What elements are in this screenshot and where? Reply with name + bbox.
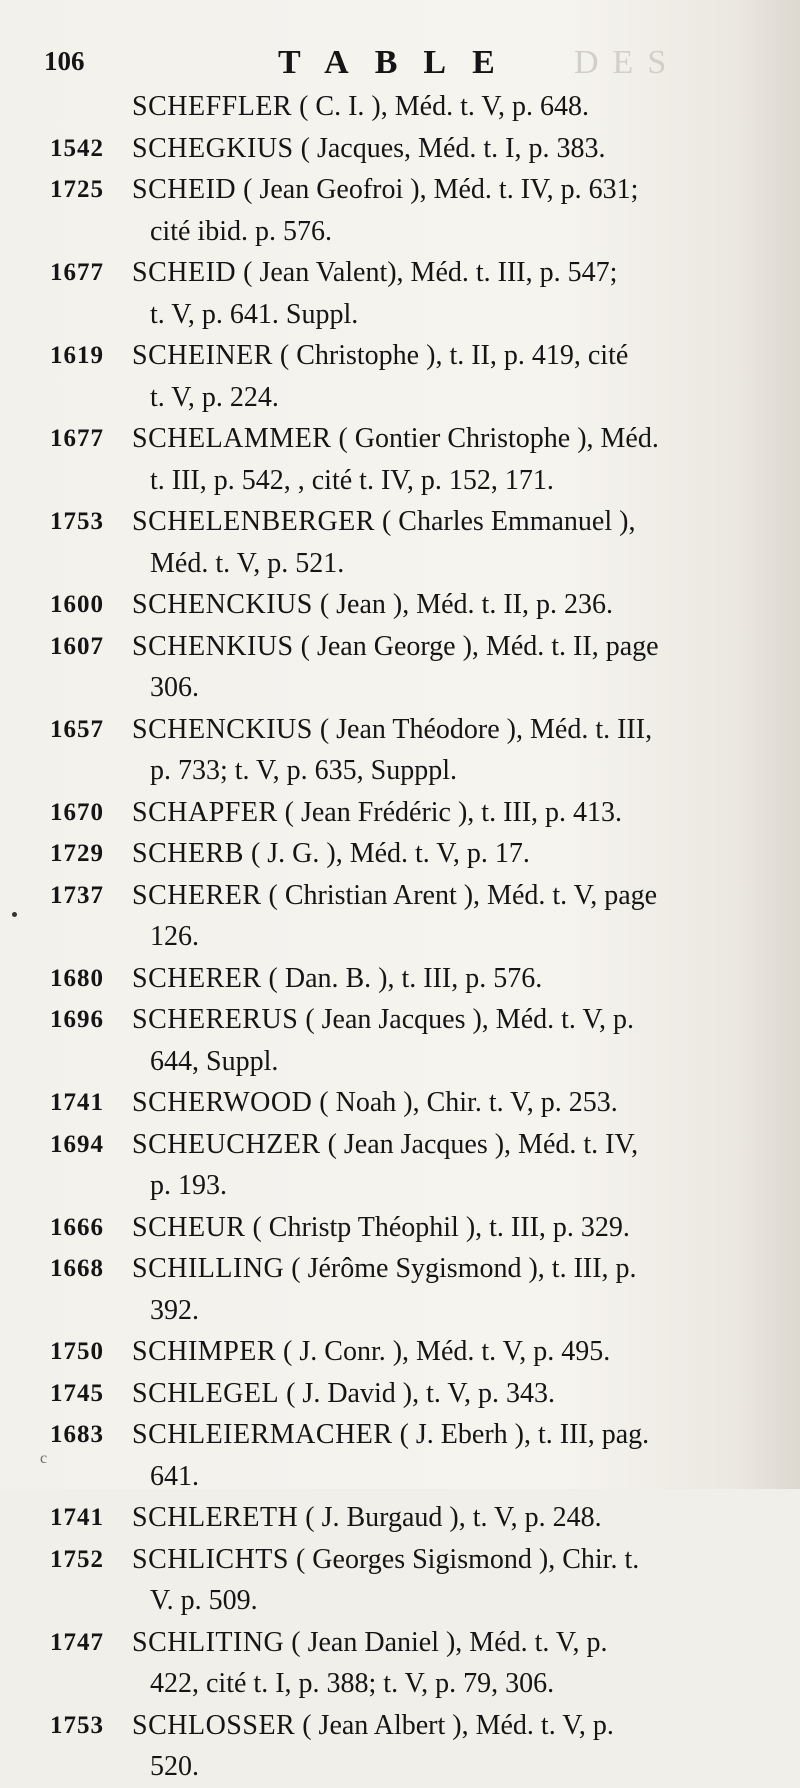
entry-continuation-line: [0, 1165, 800, 1207]
entry-text: [132, 1497, 602, 1539]
entry-details: ( J. Conr. ), Méd. t. V, p. 495.: [276, 1336, 611, 1367]
entry-surname: SCHERERUS: [132, 1004, 299, 1035]
entry-text: [132, 1331, 610, 1373]
entry-year: 1741: [50, 1504, 104, 1531]
entry-details: ( J. Eberh ), t. III, pag.: [392, 1419, 650, 1450]
entry-surname: SCHENKIUS: [132, 630, 294, 662]
index-entry: [0, 833, 800, 875]
entry-line: [0, 999, 800, 1041]
entry-year: 1683: [50, 1421, 104, 1448]
entry-text: [132, 1622, 608, 1664]
entry-details: ( Jean Valent), Méd. t. III, p. 547;: [236, 257, 618, 288]
entry-year: 1752: [50, 1545, 104, 1573]
entry-details: ( Jean George ), Méd. t. II, page: [293, 630, 659, 662]
entry-surname: SCHILLING: [132, 1253, 285, 1284]
entry-line: [0, 418, 800, 460]
entry-line: [0, 1497, 800, 1539]
entry-continuation: 520.: [150, 1751, 199, 1782]
index-entry: [0, 1497, 800, 1539]
entry-surname: SCHLEIERMACHER: [132, 1419, 393, 1450]
entry-continuation-line: [0, 1746, 800, 1788]
index-entry: [0, 1539, 800, 1622]
index-entry: [0, 128, 800, 170]
entry-year: 1753: [50, 508, 104, 535]
entry-text: [132, 1705, 614, 1747]
entry-details: ( Jean Albert ), Méd. t. V, p.: [295, 1709, 614, 1741]
index-entry: [0, 1414, 800, 1497]
entry-text: [132, 958, 542, 1000]
entry-line: [0, 1248, 800, 1290]
entry-line: [0, 335, 800, 377]
entry-text: [132, 1373, 555, 1415]
index-entries: [0, 86, 800, 1788]
index-entry: [0, 169, 800, 252]
entry-line: [0, 501, 800, 543]
entry-details: ( Jacques, Méd. t. I, p. 383.: [293, 132, 606, 164]
entry-continuation-line: [0, 211, 800, 253]
entry-continuation-line: [0, 294, 800, 336]
entry-line: [0, 252, 800, 294]
entry-year: 1677: [50, 259, 104, 286]
entry-details: ( Jérôme Sygismond ), t. III, p.: [284, 1253, 637, 1284]
entry-surname: SCHLICHTS: [132, 1543, 289, 1575]
entry-continuation-line: [0, 1290, 800, 1332]
entry-surname: SCHEID: [132, 257, 237, 288]
entry-surname: SCHENCKIUS: [132, 589, 313, 620]
entry-line: [0, 875, 800, 917]
entry-surname: SCHENCKIUS: [132, 713, 313, 745]
index-entry: [0, 792, 800, 834]
entry-details: ( Dan. B. ), t. III, p. 576.: [261, 962, 543, 994]
entry-details: ( Charles Emmanuel ),: [374, 506, 636, 537]
entry-text: [132, 169, 638, 211]
entry-text: [132, 1082, 618, 1124]
bleed-through-text: DES: [574, 44, 681, 81]
entry-text: [132, 501, 635, 543]
entry-continuation: t. III, p. 542, , cité t. IV, p. 152, 171.: [150, 464, 554, 496]
index-entry: [0, 875, 800, 958]
entry-year: 1725: [50, 176, 104, 203]
entry-continuation: t. V, p. 641. Suppl.: [150, 298, 359, 330]
entry-year: 1670: [50, 798, 104, 826]
page-number: 106: [44, 46, 85, 76]
entry-details: ( Christian Arent ), Méd. t. V, page: [261, 879, 658, 911]
index-entry: [0, 1124, 800, 1207]
entry-text: [132, 792, 622, 834]
entry-details: ( J. G. ), Méd. t. V, p. 17.: [243, 838, 530, 869]
index-entry: [0, 626, 800, 709]
entry-text: [132, 335, 628, 377]
entry-line: [0, 833, 800, 875]
entry-details: ( Jean Geofroi ), Méd. t. IV, p. 631;: [236, 174, 639, 205]
entry-year: 1729: [50, 840, 104, 867]
entry-line: [0, 958, 800, 1000]
entry-text: [132, 1124, 638, 1166]
entry-text: [132, 1539, 639, 1581]
index-entry: [0, 584, 800, 626]
entry-continuation-line: [0, 1663, 800, 1705]
entry-surname: SCHLEGEL: [132, 1377, 280, 1409]
entry-year: 1600: [50, 591, 104, 618]
entry-continuation: p. 193.: [150, 1170, 227, 1201]
entry-line: [0, 128, 800, 170]
page-title: TABLE: [278, 44, 521, 81]
entry-surname: SCHLOSSER: [132, 1709, 296, 1741]
entry-surname: SCHERB: [132, 838, 244, 869]
entry-surname: SCHLITING: [132, 1626, 285, 1658]
entry-text: [132, 252, 617, 294]
index-entry: [0, 418, 800, 501]
entry-line: [0, 1373, 800, 1415]
entry-text: [132, 418, 659, 460]
entry-text: [132, 999, 634, 1041]
entry-text: [132, 1414, 649, 1456]
entry-continuation: cité ibid. p. 576.: [150, 215, 332, 247]
index-entry: [0, 709, 800, 792]
entry-continuation-line: [0, 460, 800, 502]
index-entry: [0, 1622, 800, 1705]
entry-text: [132, 709, 652, 751]
entry-continuation-line: [0, 1456, 800, 1498]
index-entry: [0, 1373, 800, 1415]
entry-continuation-line: [0, 377, 800, 419]
entry-line: [0, 792, 800, 834]
entry-continuation: 392.: [150, 1294, 199, 1326]
entry-continuation-line: [0, 1580, 800, 1622]
entry-text: [132, 875, 657, 917]
entry-year: 1753: [50, 1711, 104, 1739]
entry-year: 1677: [50, 425, 104, 452]
entry-continuation: t. V, p. 224.: [150, 381, 279, 413]
entry-year: 1607: [50, 632, 104, 660]
entry-surname: SCHEINER: [132, 340, 273, 371]
entry-text: [132, 833, 530, 875]
index-entry: [0, 501, 800, 584]
entry-details: ( Georges Sigismond ), Chir. t.: [288, 1543, 640, 1575]
entry-line: [0, 584, 800, 626]
entry-surname: SCHIMPER: [132, 1336, 277, 1367]
entry-year: 1666: [50, 1213, 104, 1241]
entry-line: [0, 1622, 800, 1664]
entry-text: [132, 1248, 637, 1290]
entry-year: 1745: [50, 1379, 104, 1407]
index-entry: [0, 1331, 800, 1373]
entry-continuation-line: [0, 667, 800, 709]
entry-text: [132, 1207, 630, 1249]
index-entry: [0, 1082, 800, 1124]
entry-continuation: 422, cité t. I, p. 388; t. V, p. 79, 306.: [150, 1668, 555, 1699]
entry-surname: SCHERER: [132, 962, 262, 994]
entry-line: [0, 1705, 800, 1747]
entry-details: ( Jean Daniel ), Méd. t. V, p.: [284, 1626, 608, 1658]
index-entry: [0, 1705, 800, 1788]
entry-surname: SCHELAMMER: [132, 423, 332, 454]
entry-year: 1668: [50, 1255, 104, 1282]
entry-text: [132, 584, 613, 626]
entry-year: 1680: [50, 964, 104, 992]
entry-details: ( J. David ), t. V, p. 343.: [279, 1377, 555, 1409]
entry-text: [132, 626, 659, 668]
entry-details: ( Jean Théodore ), Méd. t. III,: [312, 713, 653, 745]
ink-speck: [12, 912, 17, 917]
entry-surname: SCHEGKIUS: [132, 132, 294, 164]
entry-continuation-line: [0, 543, 800, 585]
index-entry: [0, 1248, 800, 1331]
entry-line: [0, 1082, 800, 1124]
index-entry: [0, 958, 800, 1000]
entry-year: 1696: [50, 1006, 104, 1033]
entry-details: ( Jean Frédéric ), t. III, p. 413.: [277, 796, 623, 828]
entry-continuation-line: [0, 916, 800, 958]
entry-details: ( J. Burgaud ), t. V, p. 248.: [298, 1502, 602, 1533]
entry-surname: SCHEUR: [132, 1211, 246, 1243]
index-entry: [0, 252, 800, 335]
entry-text: [132, 86, 589, 128]
entry-line: [0, 626, 800, 668]
entry-surname: SCHAPFER: [132, 796, 278, 828]
entry-year: 1542: [50, 134, 104, 162]
entry-details: ( Christp Théophil ), t. III, p. 329.: [245, 1211, 630, 1243]
entry-year: 1694: [50, 1130, 104, 1158]
entry-continuation: 644, Suppl.: [150, 1045, 279, 1077]
index-entry: [0, 86, 800, 128]
entry-surname: SCHELENBERGER: [132, 506, 375, 537]
entry-continuation-line: [0, 1041, 800, 1083]
entry-text: [132, 128, 605, 170]
index-entry: [0, 335, 800, 418]
entry-details: ( Christophe ), t. II, p. 419, cité: [272, 340, 629, 371]
index-entry: [0, 1207, 800, 1249]
entry-year: 1747: [50, 1628, 104, 1656]
entry-continuation: 306.: [150, 672, 199, 703]
entry-continuation: Méd. t. V, p. 521.: [150, 547, 345, 579]
entry-line: [0, 86, 800, 128]
entry-line: [0, 1539, 800, 1581]
entry-details: ( Jean ), Méd. t. II, p. 236.: [312, 589, 613, 620]
entry-surname: SCHERER: [132, 879, 262, 911]
entry-year: 1750: [50, 1338, 104, 1365]
entry-details: ( Jean Jacques ), Méd. t. IV,: [320, 1128, 639, 1160]
entry-year: 1619: [50, 342, 104, 369]
entry-line: [0, 1331, 800, 1373]
entry-continuation: 126.: [150, 921, 199, 952]
entry-line: [0, 1207, 800, 1249]
entry-continuation: V. p. 509.: [150, 1585, 258, 1616]
entry-surname: SCHEFFLER: [132, 91, 293, 122]
entry-line: [0, 1414, 800, 1456]
entry-year: 1741: [50, 1089, 104, 1116]
entry-details: ( C. I. ), Méd. t. V, p. 648.: [292, 91, 589, 122]
index-entry: [0, 999, 800, 1082]
entry-surname: SCHERWOOD: [132, 1087, 313, 1118]
entry-continuation: 641.: [150, 1460, 199, 1492]
entry-year: 1657: [50, 715, 104, 743]
entry-line: [0, 709, 800, 751]
entry-surname: SCHLERETH: [132, 1502, 299, 1533]
page-header: [0, 46, 800, 90]
entry-continuation: p. 733; t. V, p. 635, Supppl.: [150, 755, 458, 786]
margin-mark: c: [40, 1450, 48, 1467]
entry-details: ( Noah ), Chir. t. V, p. 253.: [312, 1087, 618, 1118]
entry-details: ( Jean Jacques ), Méd. t. V, p.: [298, 1004, 635, 1035]
entry-surname: SCHEUCHZER: [132, 1128, 321, 1160]
entry-continuation-line: [0, 750, 800, 792]
entry-surname: SCHEID: [132, 174, 237, 205]
entry-line: [0, 169, 800, 211]
entry-details: ( Gontier Christophe ), Méd.: [331, 423, 659, 454]
entry-line: [0, 1124, 800, 1166]
entry-year: 1737: [50, 881, 104, 909]
